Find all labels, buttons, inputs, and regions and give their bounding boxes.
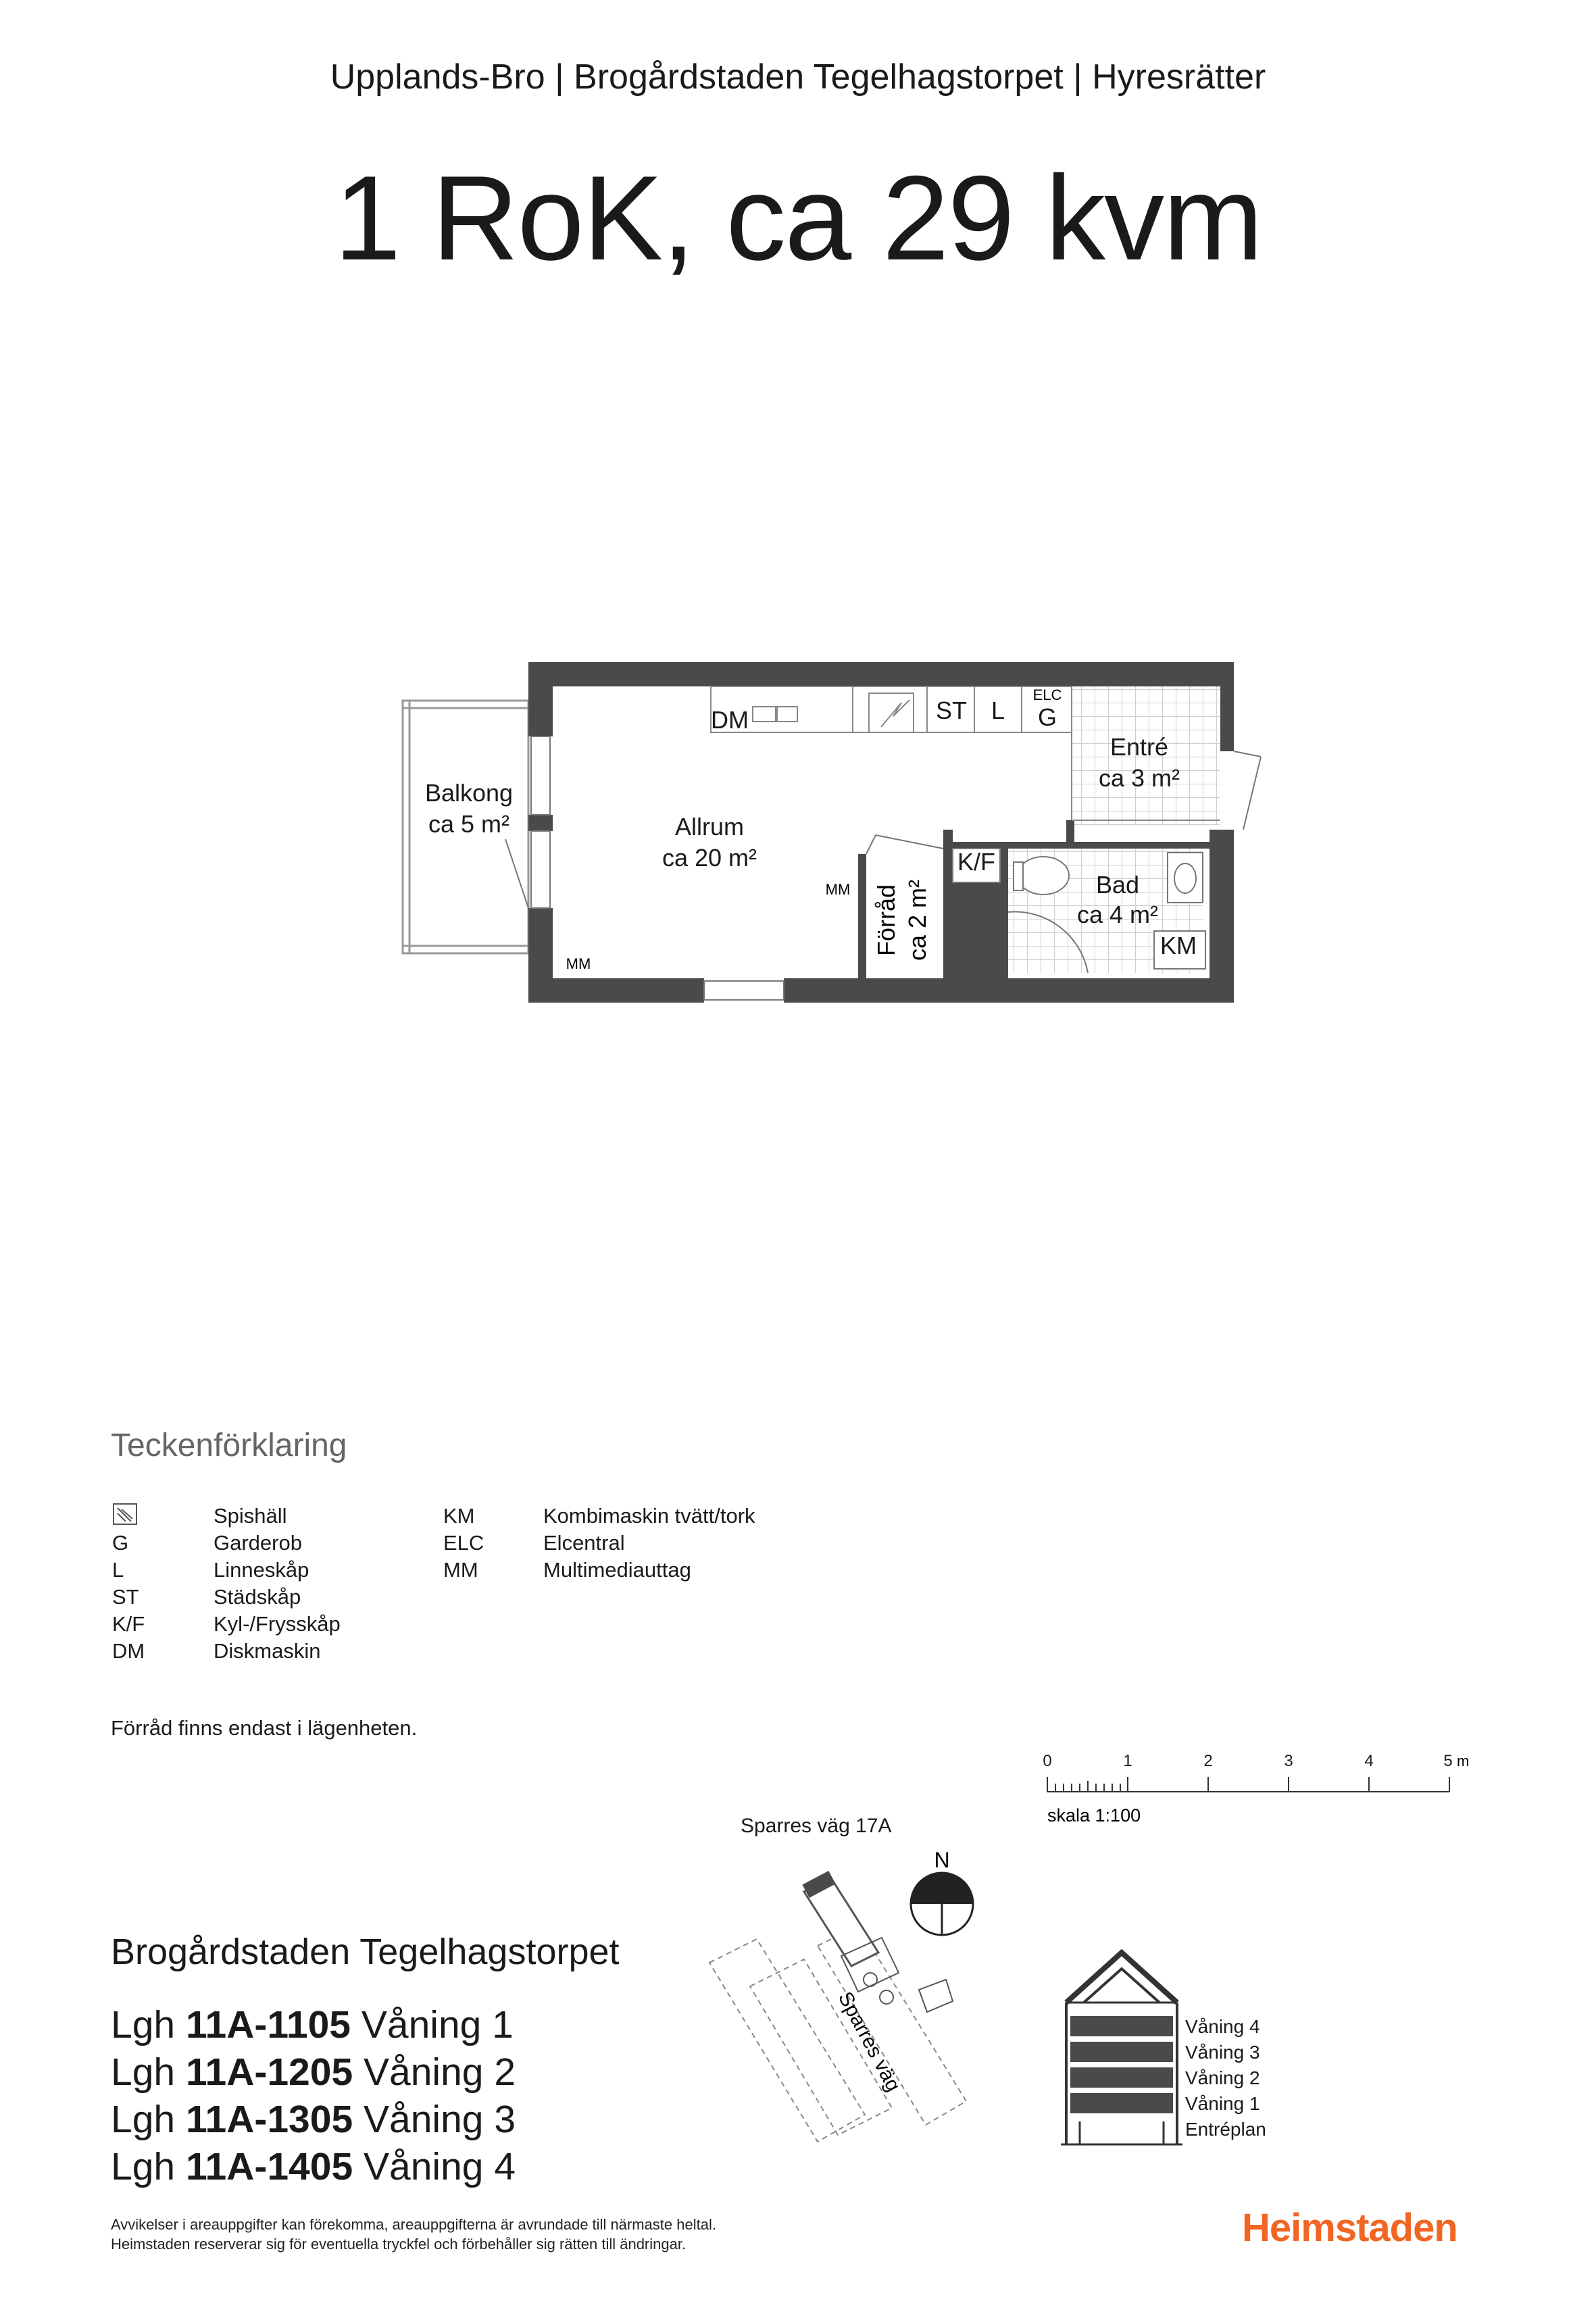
legend-code: K/F [112, 1612, 145, 1636]
apartment-row [111, 2050, 516, 2094]
apartment-id: 11A-1205 [185, 2051, 353, 2094]
scale-tick-3: 3 [1284, 1752, 1293, 1770]
g-label: G [1037, 703, 1057, 731]
balkong-label: Balkong [424, 779, 514, 807]
scale-tick-0: 0 [1043, 1752, 1052, 1770]
allrum-area: ca 20 m² [662, 844, 757, 872]
apartment-id: 11A-1405 [185, 2145, 353, 2188]
scale-tick-1: 1 [1123, 1752, 1132, 1770]
entry-door [1234, 751, 1261, 830]
apartment-row [111, 2097, 516, 2142]
apartment-floor: Våning 1 [361, 2003, 514, 2046]
legend-item [442, 1557, 915, 1584]
bad-label: Bad [1095, 871, 1140, 899]
mm-label-1: MM [825, 881, 851, 898]
bad-area: ca 4 m² [1076, 901, 1159, 928]
balkong-area: ca 5 m² [428, 810, 510, 838]
apartment-row [111, 2144, 516, 2189]
legend-col2 [442, 1503, 915, 1584]
mm-label-2: MM [566, 955, 591, 972]
disclaimer-line: Heimstaden reserverar sig för eventuella tryckfel och förbehåller sig rätten till ändringar. [111, 2236, 687, 2253]
apartment-prefix: Lgh [111, 2098, 176, 2141]
floor-label: Våning 4 [1185, 2016, 1260, 2037]
legend-label: Multimediauttag [543, 1558, 691, 1582]
page-subtitle: Upplands-Bro | Brogårdstaden Tegelhagstorpet | Hyresrätter [330, 57, 1266, 97]
forrad-label: Förråd [872, 884, 900, 957]
st-label: ST [935, 697, 968, 724]
storage-door [866, 835, 943, 854]
floor-label: Våning 3 [1185, 2042, 1260, 2063]
km-label: KM [1160, 932, 1197, 959]
site-map [696, 1844, 1020, 2169]
site-address: Sparres väg 17A [741, 1815, 892, 1837]
legend-item [442, 1503, 915, 1530]
scale-tick-2: 2 [1203, 1752, 1213, 1770]
legend-item [442, 1530, 915, 1557]
legend-code: G [112, 1531, 129, 1555]
apartment-id: 11A-1105 [185, 2003, 351, 2046]
apartment-prefix: Lgh [111, 2145, 176, 2188]
apartment-floor: Våning 4 [364, 2145, 516, 2188]
elc-label: ELC [1032, 686, 1062, 703]
kitchen [711, 686, 1072, 732]
legend-heading: Teckenförklaring [111, 1428, 347, 1463]
legend-label: Kyl-/Frysskåp [214, 1612, 341, 1636]
legend-label: Elcentral [543, 1531, 625, 1555]
floor-plan [0, 0, 1596, 1013]
street-label: Sparres väg [833, 1988, 905, 2096]
north-label: N [934, 1848, 950, 1872]
legend-label: Städskåp [214, 1585, 301, 1609]
storage-note: Förråd finns endast i lägenheten. [111, 1716, 418, 1740]
allrum-label: Allrum [674, 813, 745, 840]
l-label: L [991, 697, 1005, 724]
legend-label: Diskmaskin [214, 1639, 321, 1663]
legend-code: KM [443, 1504, 475, 1528]
scale-label: skala 1:100 [1047, 1805, 1141, 1826]
disclaimer [111, 2215, 716, 2254]
apartment-prefix: Lgh [111, 2003, 176, 2046]
legend-label: Spishäll [214, 1504, 287, 1528]
scale-unit: m [1457, 1753, 1470, 1769]
floor-label: Entréplan [1185, 2119, 1266, 2140]
apartment-id: 11A-1305 [185, 2098, 353, 2141]
legend-code: L [112, 1558, 124, 1582]
entre-label: Entré [1109, 733, 1169, 761]
forrad-area: ca 2 m² [903, 879, 931, 961]
project-name: Brogårdstaden Tegelhagstorpet [111, 1932, 620, 1972]
kf-label: K/F [957, 848, 996, 876]
legend-code: DM [112, 1639, 145, 1663]
legend-code: MM [443, 1558, 478, 1582]
floor-label: Våning 1 [1185, 2093, 1260, 2114]
dm-label: DM [711, 706, 749, 734]
apartment-floor: Våning 2 [364, 2051, 516, 2094]
apartment-row [111, 2003, 514, 2047]
apartment-floor: Våning 3 [364, 2098, 516, 2141]
stove-icon [112, 1503, 141, 1530]
legend-code: ST [112, 1585, 139, 1609]
legend-label: Linneskåp [214, 1558, 309, 1582]
page-title: 1 RoK, ca 29 kvm [334, 151, 1262, 285]
disclaimer-line: Avvikelser i areauppgifter kan förekomma, areauppgifterna är avrundade till närmaste heltal. [111, 2216, 716, 2233]
legend-label: Garderob [214, 1531, 302, 1555]
legend-code: ELC [443, 1531, 484, 1555]
scale-tick-5: 5 [1443, 1752, 1453, 1770]
scale-tick-4: 4 [1364, 1752, 1374, 1770]
legend-label: Kombimaskin tvätt/tork [543, 1504, 755, 1528]
entre-area: ca 3 m² [1098, 764, 1180, 792]
brand-logo: Heimstaden [1242, 2206, 1457, 2250]
scale-bar [1034, 1750, 1493, 1838]
north-arrow-icon [911, 1873, 973, 1935]
balcony-door [505, 839, 528, 908]
floor-label: Våning 2 [1185, 2067, 1260, 2088]
apartment-prefix: Lgh [111, 2051, 176, 2094]
